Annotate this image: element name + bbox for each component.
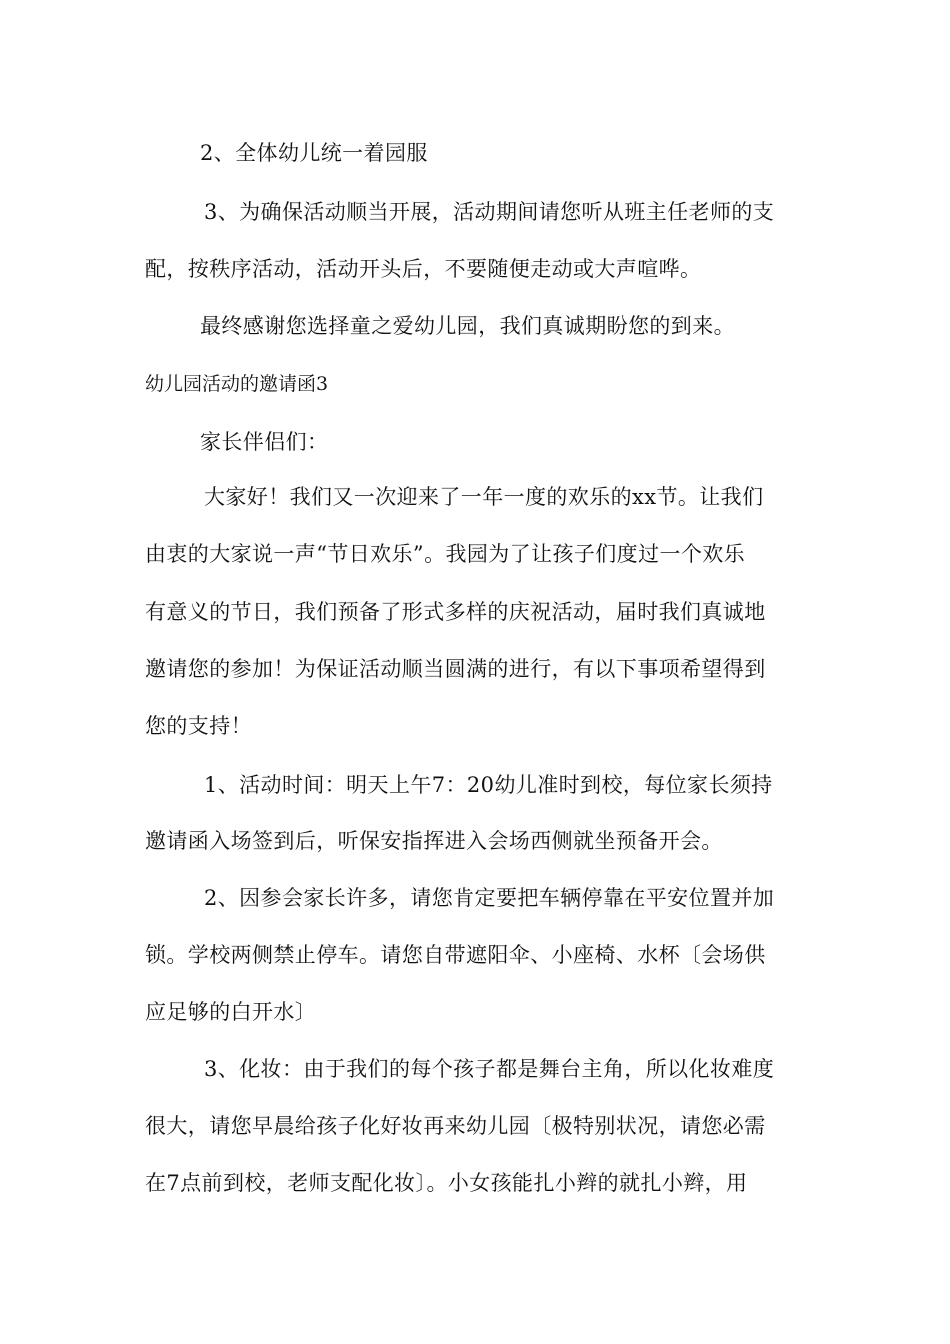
intro-line-2: 由衷的大家说一声“节日欢乐”。我园为了让孩子们度过一个欢乐	[145, 542, 746, 566]
intro-line-1: 大家好！我们又一次迎来了一年一度的欢乐的xx节。让我们	[204, 485, 764, 509]
intro-line-3: 有意义的节日，我们预备了形式多样的庆祝活动，届时我们真诚地	[145, 600, 766, 624]
list-item-3-order-line-2: 配，按秩序活动，活动开头后，不要随便走动或大声喧哗。	[145, 257, 702, 281]
item-2-parking-line-3: 应足够的白开水〕	[145, 1000, 317, 1024]
item-1-time-line-2: 邀请函入场签到后，听保安指挥进入会场西侧就坐预备开会。	[145, 829, 723, 853]
closing-thanks: 最终感谢您选择童之爱幼儿园，我们真诚期盼您的到来。	[200, 314, 735, 338]
intro-line-4: 邀请您的参加！为保证活动顺当圆满的进行，有以下事项希望得到	[145, 657, 766, 681]
item-2-parking-line-1: 2、因参会家长许多，请您肯定要把车辆停靠在平安位置并加	[204, 886, 775, 910]
list-item-2-uniform: 2、全体幼儿统一着园服	[200, 141, 428, 165]
salutation: 家长伴侣们：	[200, 430, 329, 454]
item-3-makeup-line-2: 很大，请您早晨给孩子化好妆再来幼儿园〔极特别状况，请您必需	[145, 1114, 766, 1138]
item-3-makeup-line-3: 在7点前到校，老师支配化妆〕。小女孩能扎小辫的就扎小辫，用	[145, 1171, 748, 1195]
section-title: 幼儿园活动的邀请函3	[145, 373, 329, 395]
item-2-parking-line-2: 锁。学校两侧禁止停车。请您自带遮阳伞、小座椅、水杯〔会场供	[145, 943, 766, 967]
list-item-3-order-line-1: 3、为确保活动顺当开展，活动期间请您听从班主任老师的支	[204, 200, 775, 224]
item-1-time-line-1: 1、活动时间：明天上午7：20幼儿准时到校，每位家长须持	[204, 773, 773, 797]
intro-line-5: 您的支持！	[145, 714, 252, 738]
item-3-makeup-line-1: 3、化妆：由于我们的每个孩子都是舞台主角，所以化妆难度	[204, 1057, 775, 1081]
